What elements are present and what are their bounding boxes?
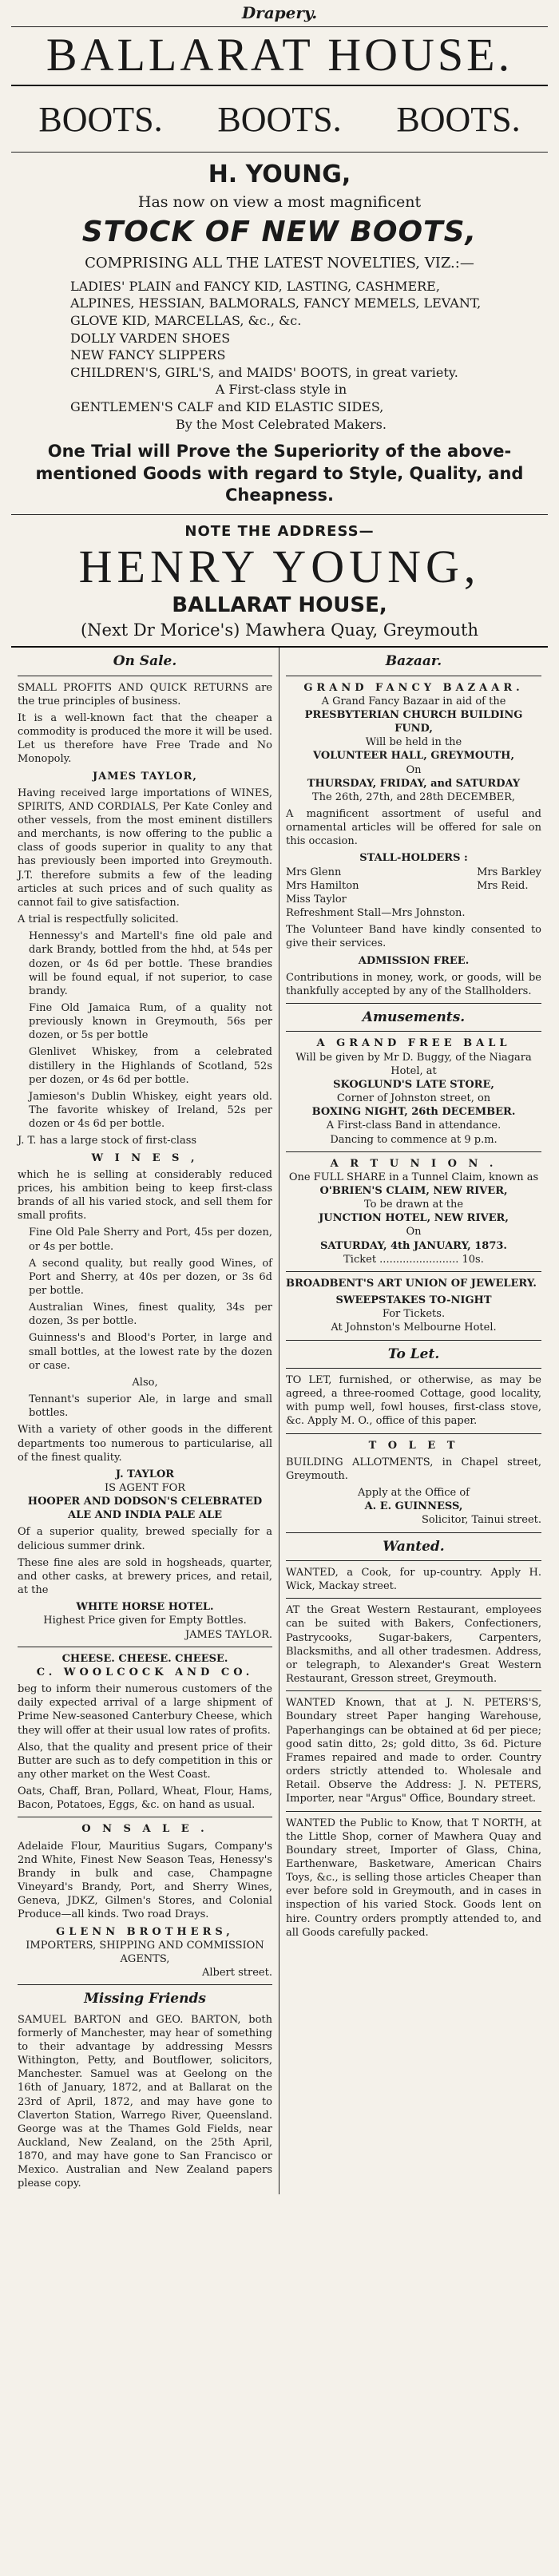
list-item: A First-class style in [215,382,347,398]
divider [286,1368,541,1369]
bazaar-paragraph: A magnificent assortment of useful and ornamental articles will be offered for sale on this occasion. [286,807,541,848]
stall-left [286,866,359,906]
bazaar-line: PRESBYTERIAN CHURCH BUILDING FUND, [304,708,523,735]
bazaar-line: THURSDAY, FRIDAY, and SATURDAY [307,777,521,790]
divider [286,1151,541,1152]
stall-holders-heading: STALL-HOLDERS : [359,852,468,865]
divider [11,514,548,515]
hooper-paragraph: Of a superior quality, brewed specially for a delicious summer drink. [18,1526,272,1552]
art-line: JUNCTION HOTEL, NEW RIVER, [319,1212,509,1225]
to-let-line: Solicitor, Tainui street. [421,1514,541,1527]
list-item: LADIES' PLAIN and FANCY KID, LASTING, CASHMERE, ALPINES, HESSIAN, BALMORALS, FANCY MEMELS, LEVANT, GLOVE KID, MARCELLAS, &c., &c. [70,278,482,329]
ball-line: Will be given by Mr D. Buggy, of the Niagara Hotel, at [295,1051,532,1077]
empty-bottles-line: Highest Price given for Empty Bottles. [43,1615,247,1627]
ball-line: A First-class Band in attendance. [326,1120,502,1132]
wanted-ad: WANTED, a Cook, for up-country. Apply H. Wick, Mackay street. [286,1567,541,1593]
to-let-paragraph-2: BUILDING ALLOTMENTS, in Chapel street, Greymouth. [286,1456,541,1482]
spirit-item: Hennessy's and Martell's fine old pale and dark Brandy, bottled from the hhd, at 54s per dozen, or 4s 6d per bottle. These brandies will be found equal, if not superior, to case brandy. [29,930,272,997]
boots-word: BOOTS. [217,99,342,139]
ball-line: Corner of Johnston street, on [336,1092,491,1105]
divider [11,26,548,27]
wine-item: Australian Wines, finest quality, 34s per dozen, 3s per bottle. [29,1302,272,1328]
amusements-heading: Amusements. [362,1009,466,1025]
divider [11,85,548,86]
note-address: NOTE THE ADDRESS— [184,523,375,541]
broadbent-line: For Tickets. [382,1308,446,1321]
wine-item: Guinness's and Blood's Porter, in large and small bottles, at the lowest rate by the dozen or case. [29,1332,272,1372]
stall-holders-list [286,866,541,906]
boots-banner [11,91,548,148]
hooper-paragraph-2: These fine ales are sold in hogsheads, quarter, and other casks, at brewery prices, and retail, at the [18,1556,272,1597]
shop-title: BALLARAT HOUSE. [46,29,513,81]
taylor-signature: JAMES TAYLOR. [184,1628,272,1641]
divider [18,1984,272,1985]
cheese-paragraph-3: Oats, Chaff, Bran, Pollard, Wheat, Flour, Hams, Bacon, Potatoes, Eggs, &c. on hand as usual. [18,1785,272,1812]
wines-paragraph: which he is selling at considerably reduced prices, his ambition being to keep first-class brands of all his varied stock, and sell them for small profits. [18,1168,272,1223]
on-sale-heading-2: O N S A L E . [81,1823,208,1836]
taylor-stock-line: J. T. has a large stock of first-class [18,1135,197,1147]
art-line: SATURDAY, 4th JANUARY, 1873. [320,1239,507,1252]
admission-line: ADMISSION FREE. [358,954,470,967]
spirit-item: Jamieson's Dublin Whiskey, eight years old. The favorite whiskey of Ireland, 52s per dozen or 4s 6d per bottle. [29,1090,272,1131]
trial-statement: One Trial will Prove the Superiority of the above-mentioned Goods with regard to Style, Quality, and Cheapness. [35,442,524,505]
proprietor-name: H. YOUNG, [208,160,351,188]
left-column [11,648,280,2194]
stall-right [477,866,541,906]
list-item: GENTLEMEN'S CALF and KID ELASTIC SIDES, [70,399,384,415]
ball-line: Dancing to commence at 9 p.m. [330,1133,498,1146]
wanted-ad: WANTED the Public to Know, that T NORTH, at the Little Shop, corner of Mawhera Quay and Boundary street, Importer of Glass, China, Earthenware, Basketware, American Chairs Toys, &c., is selling those articles Cheaper than ever before sold in Greymouth, and in cases in inspection of his varied Stock. Goods lent on hire. Country orders promptly attended to, and all Goods carefully packed. [286,1817,541,1939]
comprising-line: COMPRISING ALL THE LATEST NOVELTIES, VIZ.:— [85,254,474,271]
agent-line: IS AGENT FOR [104,1482,186,1494]
contributions-paragraph: Contributions in money, work, or goods, will be thankfully accepted by any of the Stallholders. [286,971,541,997]
art-line: Ticket ........................ 10s. [343,1253,484,1266]
divider [286,1560,541,1561]
cheese-paragraph: beg to inform their numerous customers of the daily expected arrival of a large shipment of Prime New-seasoned Canterbury Cheese, which they will offer at their usual low rates of profits. [18,1683,272,1737]
taylor-trial: A trial is respectfully solicited. [18,913,179,926]
wine-item: Fine Old Pale Sherry and Port, 45s per dozen, or 4s per bottle. [29,1227,272,1253]
divider [286,1433,541,1434]
art-line: One FULL SHARE in a Tunnel Claim, known as [288,1171,539,1183]
ball-title: A GRAND FREE BALL [316,1037,511,1050]
glenn-address: Albert street. [202,1967,272,1979]
broadbent-title: BROADBENT'S ART UNION OF JEWELERY. [286,1277,537,1290]
stall-holder: Mrs Glenn [286,866,342,878]
to-let-line: A. E. GUINNESS, [364,1500,463,1513]
on-sale-heading: On Sale. [113,653,177,670]
wine-item: A second quality, but really good Wines, of Port and Sherry, at 40s per dozen, or 3s 6d per bottle. [29,1257,272,1297]
wine-item: Also, [132,1376,158,1389]
band-paragraph: The Volunteer Band have kindly consented to give their services. [286,924,541,950]
boots-word: BOOTS. [38,99,163,139]
lead-line: Has now on view a most magnificent [137,192,422,211]
cheese-heading: CHEESE. CHEESE. CHEESE. [61,1652,228,1665]
address-line: (Next Dr Morice's) Mawhera Quay, Greymouth [80,620,479,640]
cheese-paragraph-2: Also, that the quality and present price of their Butter are such as to defy competition in this or any other market on the West Coast. [18,1741,272,1781]
wanted-ad: WANTED Known, that at J. N. PETERS'S, Boundary street Paper hanging Warehouse, Paperhangings can be obtained at 6d per piece; good satin ditto, 2s; gold ditto, 3s 6d. Picture Frames repaired and made to order. Country orders strictly attended to. Wholesale and Retail. Observe the Address: J. N. PETERS, Importer, near "Argus" Office, Boundary street. [286,1697,541,1805]
white-horse-hotel: WHITE HORSE HOTEL. [76,1601,214,1614]
divider [286,1690,541,1691]
spirit-item: Glenlivet Whiskey, from a celebrated distillery in the Highlands of Scotland, 52s per dozen, or 4s 6d per bottle. [29,1046,272,1086]
ball-line: SKOGLUND'S LATE STORE, [333,1078,494,1091]
woolcock-name: C. WOOLCOCK AND CO. [36,1666,254,1678]
ballarat-house-subtitle: BALLARAT HOUSE, [172,593,387,618]
glenn-name: GLENN BROTHERS, [56,1925,234,1938]
wanted-ad: AT the Great Western Restaurant, employees can be suited with Bakers, Confectioners, Pastrycooks, Sugar-bakers, Carpenters, Blacksmiths, and all other tradesmen. Address, or telegraph, to Alexander's Great Western Restaurant, Gresson street, Greymouth. [286,1604,541,1686]
wines-closing: With a variety of other goods in the different departments too numerous to particularise, all of the finest quality. [18,1424,272,1464]
novelty-list [11,278,548,433]
bazaar-line: On [406,763,422,776]
small-profits-text: SMALL PROFITS AND QUICK RETURNS are the true principles of business. [18,681,272,707]
stall-holder: Mrs Reid. [477,879,529,892]
bazaar-line: Will be held in the [365,736,462,749]
list-item: By the Most Celebrated Makers. [176,416,387,432]
art-line: To be drawn at the [363,1199,464,1211]
to-let-paragraph: TO LET, furnished, or otherwise, as may be agreed, a three-roomed Cottage, good locality, with pump well, fowl houses, first-class stove, &c. Apply M. O., office of this paper. [286,1374,541,1428]
hooper-heading: HOOPER AND DODSON'S CELEBRATED ALE AND INDIA PALE ALE [27,1496,263,1522]
broadbent-line: At Johnston's Melbourne Hotel. [331,1322,497,1334]
divider [286,1031,541,1032]
small-profits-text-2: It is a well-known fact that the cheaper a commodity is produced the more it will be used. Let us therefore have Free Trade and No Monopoly. [18,711,272,766]
divider [11,152,548,153]
art-line: O'BRIEN'S CLAIM, NEW RIVER, [319,1185,508,1197]
two-column-body [11,646,548,2194]
missing-friends-heading: Missing Friends [84,1991,206,2007]
to-let-line: Apply at the Office of [358,1487,470,1500]
advertiser-name: JAMES TAYLOR, [93,770,197,783]
boots-word: BOOTS. [396,99,521,139]
right-column [280,648,548,2194]
list-item: NEW FANCY SLIPPERS [70,347,226,363]
broadbent-line: SWEEPSTAKES TO-NIGHT [335,1294,492,1307]
glenn-subtitle: IMPORTERS, SHIPPING AND COMMISSION AGENTS, [26,1939,264,1965]
stall-holder: Miss Taylor [286,893,347,906]
list-item: DOLLY VARDEN SHOES [70,330,231,346]
wanted-heading: Wanted. [383,1538,445,1555]
ball-line: BOXING NIGHT, 26th DECEMBER. [311,1106,516,1119]
bazaar-line: A Grand Fancy Bazaar in aid of the [321,695,506,707]
taylor-name-2: J. TAYLOR [115,1468,175,1480]
section-heading: Drapery. [241,3,318,22]
taylor-paragraph: Having received large importations of WINES, SPIRITS, AND CORDIALS, Per Kate Conley and other vessels, from the most eminent distillers and merchants, is now offering to the public a class of goods superior in quality to any that has previously been imported into Greymouth. J.T. therefore submits a few of the leading articles at such prices and of such quality as cannot fail to give satisfaction. [18,787,272,909]
bazaar-line: The 26th, 27th, and 28th DECEMBER, [311,791,516,803]
onsale-paragraph: Adelaide Flour, Mauritius Sugars, Company's 2nd White, Finest New Season Teas, Henessy's Brandy in bulk and case, Champagne Vineyard's Brandy, Port, and Sherry Wines, Geneva, JDKZ, Gilmen's Stores, and Colonial Produce—all kinds. Two road Drays. [18,1840,272,1921]
divider [286,1003,541,1004]
bazaar-line: VOLUNTEER HALL, GREYMOUTH, [313,750,514,763]
art-union-title: A R T U N I O N . [330,1157,498,1170]
bazaar-heading: Bazaar. [385,653,442,670]
to-let-heading: To Let. [387,1345,440,1362]
wines-heading: W I N E S , [91,1151,199,1164]
divider [286,1598,541,1599]
list-item: CHILDREN'S, GIRL'S, and MAIDS' BOOTS, in great variety. [70,364,458,380]
stock-heading: STOCK OF NEW BOOTS, [81,215,478,248]
to-let-title-2: T O L E T [368,1439,459,1452]
missing-friends-paragraph: SAMUEL BARTON and GEO. BARTON, both formerly of Manchester, may hear of something to their advantage by addressing Messrs Withington, Petty, and Boutflower, solicitors, Manchester. Samuel was at Geelong on the 16th of January, 1872, and at Ballarat on the 23rd of April, 1872, and may have gone to Claverton Station, Warrego River, Queensland. George was at the Thames Gold Fields, near Auckland, New Zealand, on the 25th April, 1870, and may have gone to San Francisco or Mexico. Australian and New Zealand papers please copy. [18,2013,272,2190]
art-line: On [406,1226,422,1238]
spirit-item: Fine Old Jamaica Rum, of a quality not previously known in Greymouth, 56s per dozen, or 5s per bottle [29,1002,272,1042]
bazaar-title: GRAND FANCY BAZAAR. [303,681,524,694]
stall-holder: Mrs Hamilton [286,879,359,892]
divider [286,1271,541,1272]
divider [286,1811,541,1812]
divider [286,1532,541,1533]
divider [286,1340,541,1341]
stall-holder: Mrs Barkley [477,866,541,878]
henry-young-title: HENRY YOUNG, [78,541,481,593]
stall-holder: Refreshment Stall—Mrs Johnston. [286,907,466,920]
wine-item: Tennant's superior Ale, in large and small bottles. [29,1393,272,1420]
